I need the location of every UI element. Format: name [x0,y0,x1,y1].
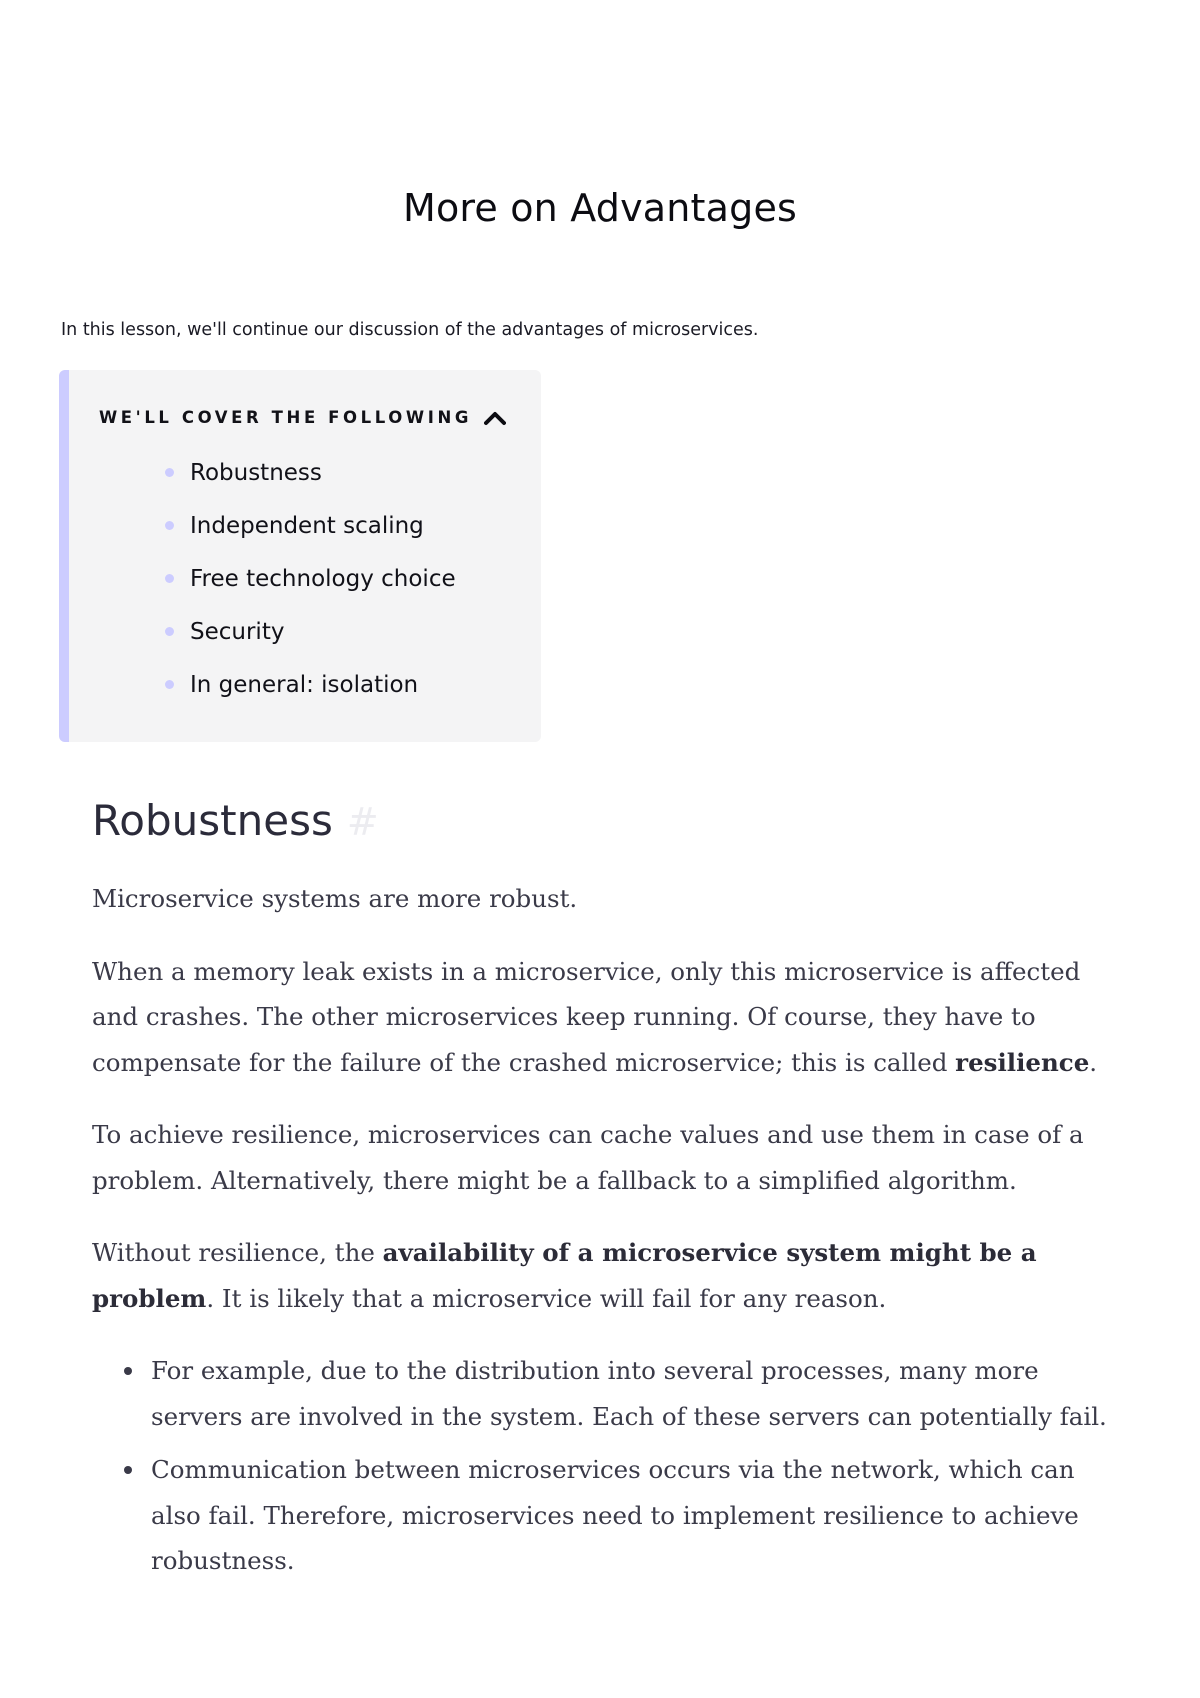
toc-link-isolation[interactable]: In general: isolation [190,671,419,698]
toc-link-independent-scaling[interactable]: Independent scaling [190,512,424,539]
paragraph-4 [92,1230,1112,1321]
toc-item-security [69,605,456,658]
paragraph-2-text: When a memory leak exists in a microservice, only this microservice is affected and crashes. The other microservices keep running. Of course, they have to compensate for the failure of the crashed microservice; this is called [92,956,1081,1077]
page-title: More on Advantages [402,186,798,230]
bullet-dot [165,521,174,530]
toc-heading: WE'LL COVER THE FOLLOWING [99,408,473,427]
section-heading-robustness [92,796,379,845]
section-heading-text: Robustness [92,796,333,845]
toc-link-security[interactable]: Security [190,618,285,645]
toc-toggle[interactable] [99,408,506,427]
bullet-dot [165,627,174,636]
chevron-up-icon [484,410,506,426]
toc-item-robustness [69,446,456,499]
section-content [92,876,1112,1592]
list-item: For example, due to the distribution into several processes, many more servers are involved in the system. Each of these servers can potentially fail. [92,1348,1112,1439]
bullet-dot [165,574,174,583]
paragraph-4-start: Without resilience, the [92,1238,383,1267]
paragraph-4-end: . It is likely that a microservice will fail for any reason. [206,1283,887,1313]
toc-link-robustness[interactable]: Robustness [190,459,322,486]
resilience-term: resilience [955,1047,1090,1077]
lesson-intro: In this lesson, we'll continue our discussion of the advantages of microservices. [61,320,759,340]
heading-anchor-link[interactable]: # [346,800,379,844]
bullet-list [92,1348,1112,1584]
toc-item-free-technology-choice [69,552,456,605]
list-item: Communication between microservices occurs via the network, which can also fail. Therefore, microservices need to implement resilience to achieve robustness. [92,1447,1112,1584]
toc-item-independent-scaling [69,499,456,552]
paragraph-2-end: . [1089,1047,1098,1077]
bullet-dot [165,680,174,689]
bullet-dot [165,468,174,477]
paragraph-2 [92,949,1112,1086]
toc-link-free-technology-choice[interactable]: Free technology choice [190,565,456,592]
paragraph-1: Microservice systems are more robust. [92,884,578,913]
availability-emphasis: availability of a microservice system might be a problem [92,1238,1037,1313]
table-of-contents [59,370,541,742]
paragraph-3: To achieve resilience, microservices can cache values and use them in case of a problem. Alternatively, there might be a fallback to a simplified algorithm. [92,1120,1084,1195]
toc-item-isolation [69,658,456,711]
toc-list [69,446,456,711]
